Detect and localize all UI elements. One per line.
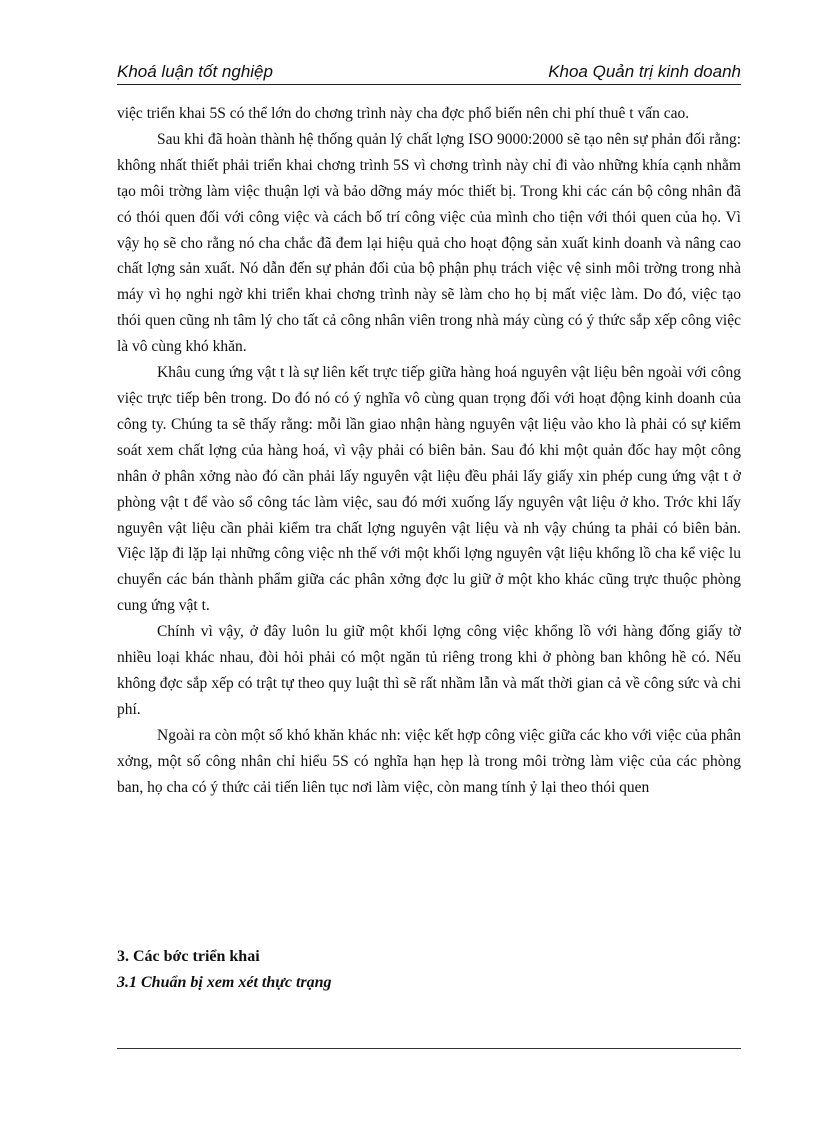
footer-divider <box>117 1048 741 1049</box>
header-faculty-name: Khoa Quản trị kinh doanh <box>548 62 741 81</box>
paragraph: Khâu cung ứng vật t là sự liên kết trực tiếp giữa hàng hoá nguyên vật liệu bên ngoài với công việc trực tiếp bên trong. Do đó nó có ý nghĩa vô cùng quan trọng đối với hoạt động kinh doanh của công ty. Chúng ta sẽ thấy rằng: mỗi lần giao nhận hàng nguyên vật liệu vào kho là phải có sự kiểm soát xem chất lợng của hàng hoá, vì vậy phải có biên bản. Sau đó khi một quản đốc hay một công nhân ở phân xởng nào đó cần phải lấy nguyên vật liệu đều phải lấy giấy xin phép cung ứng vật t ở phòng vật t để vào sổ công tác làm việc, sau đó mới xuống lấy nguyên vật liệu ở kho. Trớc khi lấy nguyên vật liệu cần phải kiểm tra chất lợng nguyên vật liệu và nh vậy chúng ta phải có biên bản. Việc lặp đi lặp lại những công việc nh thế với một khối lợng nguyên vật liệu khổng lồ cha kể việc lu chuyển các bán thành phẩm giữa các phân xởng đợc lu giữ ở một kho khác cũng trực thuộc phòng cung ứng vật t. <box>117 364 741 615</box>
paragraph: Sau khi đã hoàn thành hệ thống quản lý chất lợng ISO 9000:2000 sẽ tạo nên sự phản đối rằng: không nhất thiết phải triển khai chơng trình 5S vì chơng trình này chỉ đi vào những khía cạnh nhằm tạo môi trờng làm việc thuận lợi và bảo dỡng máy móc thiết bị. Trong khi các cán bộ công nhân đã có thói quen đối với công việc và cách bố trí công việc của mình cho tiện với thói quen của họ. Vì vậy họ sẽ cho rằng nó cha chắc đã đem lại hiệu quả cho hoạt động sản xuất kinh doanh và nâng cao chất lợng sản xuất. Nó dẫn đến sự phản đối của bộ phận phụ trách việc vệ sinh môi trờng trong nhà máy vì họ nghi ngờ khi triển khai chơng trình này sẽ làm cho họ bị mất việc làm. Do đó, việc tạo thói quen cũng nh tâm lý cho tất cả công nhân viên trong nhà máy cùng có ý thức sắp xếp công việc là vô cùng khó khăn. <box>117 130 741 356</box>
paragraph: Ngoài ra còn một số khó khăn khác nh: việc kết hợp công việc giữa các kho với việc của phân xởng, một số công nhân chỉ hiểu 5S có nghĩa hạn hẹp là trong môi trờng làm việc của các phòng ban, họ cha có ý thức cải tiến liên tục nơi làm việc, còn mang tính ỷ lại theo thói quen <box>117 726 741 796</box>
header-thesis-title: Khoá luận tốt nghiệp <box>117 62 273 81</box>
body-text <box>117 101 741 800</box>
subsection-heading: 3.1 Chuẩn bị xem xét thực trạng <box>117 974 332 991</box>
paragraph: Chính vì vậy, ở đây luôn lu giữ một khối lợng công việc khổng lồ với hàng đống giấy tờ nhiều loại khác nhau, đòi hỏi phải có một ngăn tủ riêng trong khi ở phòng ban không hề có. Nếu không đợc sắp xếp có trật tự theo quy luật thì sẽ rất nhầm lẫn và mất thời gian cả về công sức và chi phí. <box>117 623 741 718</box>
page-header <box>117 58 741 85</box>
section-heading: 3. Các bớc triển khai <box>117 948 260 965</box>
paragraph-continued: việc triển khai 5S có thể lớn do chơng trình này cha đợc phổ biến nên chi phí thuê t vấn cao. <box>117 105 690 122</box>
